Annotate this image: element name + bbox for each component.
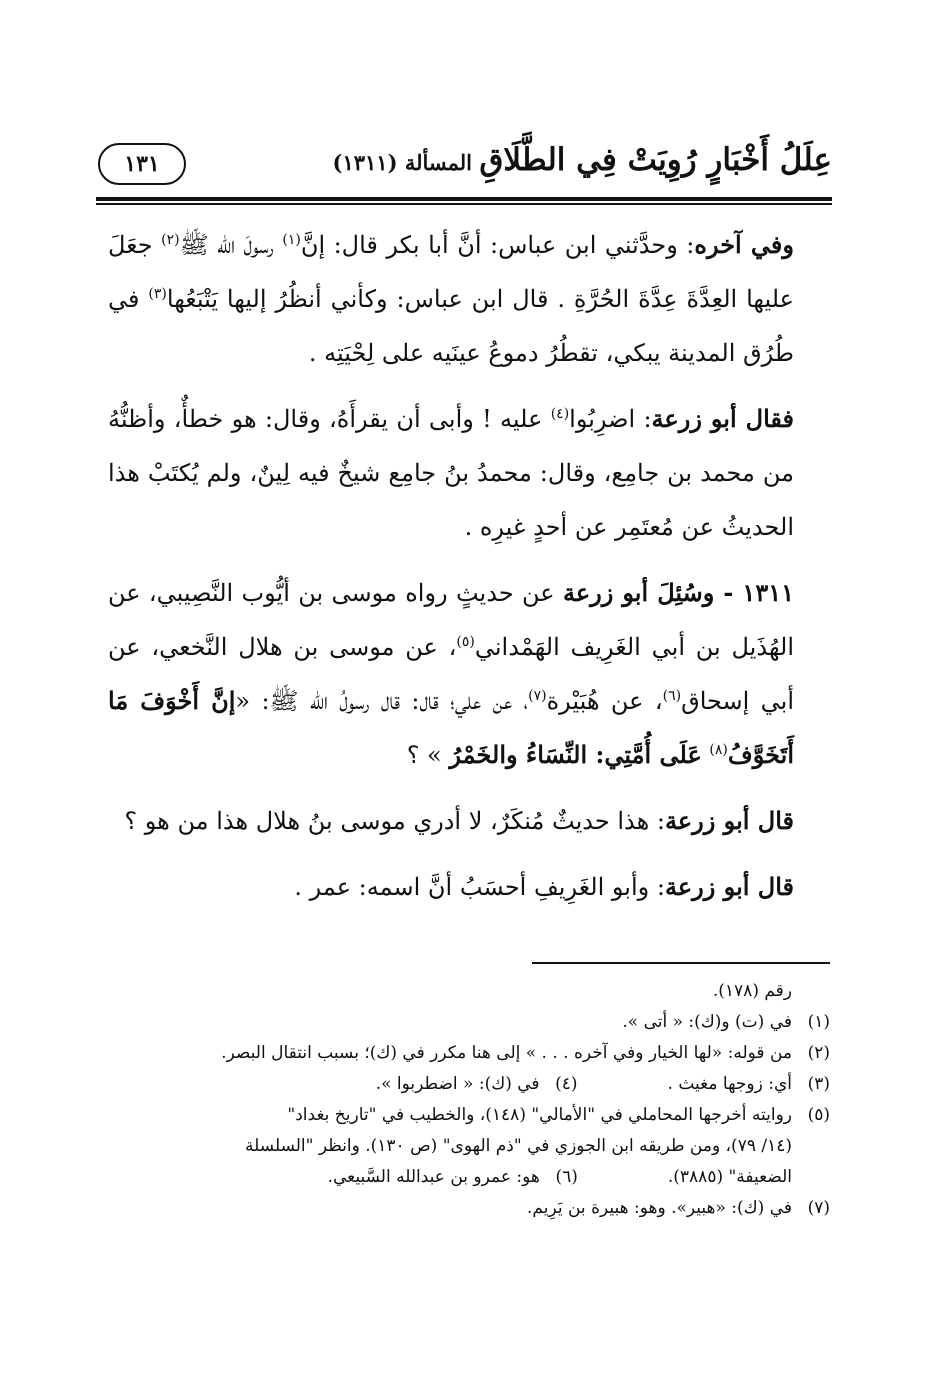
page-header [96, 140, 832, 196]
paragraph-text: ، عن علي؛ قال: قال رسولُ الله ﷺ: « [235, 687, 529, 715]
paragraph-1 [108, 218, 830, 380]
header-rule-thin [96, 203, 832, 205]
footnotes [108, 976, 830, 1224]
footnote-number: (٣) [807, 1074, 830, 1094]
footnote-3-4 [108, 1069, 830, 1100]
footnote-text: هو: عمرو بن عبدالله السَّبيعي. [327, 1167, 540, 1187]
book-title: عِلَلُ أَخْبَارٍ رُوِيَتْ فِي الطَّلَاقِ [479, 142, 832, 178]
footnote-5-continued: (١٤/ ٧٩)، ومن طريقه ابن الجوزي في "ذم الهوى" (ص ١٣٠). وانظر "السلسلة [245, 1136, 792, 1156]
footnote-ref[interactable]: (٥) [456, 634, 475, 650]
footnote-1 [108, 1007, 830, 1038]
footnote-text: من قوله: «لها الخيار وفي آخره . . . » إلى هنا مكرر في (ك)؛ بسبب انتقال البصر. [221, 1043, 792, 1063]
footnote-text: في (ك): « اضطربوا ». [375, 1074, 540, 1094]
paragraph-lead: فقال أبو زرعة [651, 404, 795, 433]
footnote-7 [108, 1193, 830, 1224]
paragraph-lead: وفي آخره [694, 230, 794, 259]
footnote-number: (٦) [555, 1167, 578, 1187]
paragraph-text: عن حديثٍ رواه موسى بن أيُّوب النَّصِيبي، عن الهُذَيل بن أبي الغَرِيف الهَمْداني [108, 579, 794, 661]
paragraph-2 [108, 392, 830, 554]
paragraph-lead: قال أبو زرعة [664, 806, 794, 835]
paragraph-text: : هذا حديثٌ مُنكَرٌ، لا أدري موسى بنُ هلال هذا من هو ؟ [124, 807, 665, 835]
paragraph-4 [108, 794, 830, 848]
hadith-quote: إنَّ أَخْوَفَ مَا أَتَخَوَّفُ [108, 686, 794, 769]
issue-label: المسألة (١٣١١) [332, 150, 472, 175]
footnote-number: (١) [807, 1012, 830, 1032]
footnote-ref[interactable]: (١) [282, 232, 301, 248]
footnote-ref[interactable]: (٣) [148, 286, 167, 302]
footnote-number: (٤) [555, 1074, 578, 1094]
footnote-ref[interactable]: (٧) [528, 688, 547, 704]
footnote-continuation: رقم (١٧٨). [712, 981, 792, 1001]
footnote-number: (٢) [807, 1043, 830, 1063]
paragraph-5 [108, 860, 830, 914]
main-text [108, 218, 830, 926]
footnote-number: (٧) [807, 1198, 830, 1218]
paragraph-lead: قال أبو زرعة [664, 872, 794, 901]
footnote-separator [532, 962, 830, 964]
paragraph-text: ، عن موسى بن هلال النَّخعي، عن أبي إسحاق [108, 633, 795, 715]
paragraph-text: رسولَ الله ﷺ [179, 231, 274, 259]
page-number: ١٣١ [98, 143, 186, 185]
footnote-text: أي: زوجها مغيث . [667, 1074, 792, 1094]
footnote-5-6 [108, 1162, 830, 1193]
paragraph-text: » ؟ [406, 741, 442, 769]
footnote-5 [108, 1100, 830, 1131]
paragraph-text: جعَلَ عليها العِدَّةَ عِدَّةَ الحُرَّةِ . قال ابن عباس: وكأني أنظُرُ إليها يَتْبَعُها [108, 231, 794, 313]
footnote-ref[interactable]: (٤) [550, 406, 570, 422]
paragraph-text: : وأبو الغَرِيفِ أحسَبُ أنَّ اسمه: عمر . [294, 873, 665, 901]
paragraph-text: : اضرِبُوا [569, 405, 652, 433]
footnote-text: الضعيفة" (٣٨٨٥). [667, 1167, 792, 1187]
footnote-ref[interactable]: (٨) [709, 742, 728, 758]
paragraph-text: : وحدَّثني ابن عباس: أنَّ أبا بكر قال: إنَّ [300, 231, 695, 259]
footnote-text: في (ت) و(ك): « أتى ». [622, 1012, 792, 1032]
footnote-ref[interactable]: (٢) [161, 232, 180, 248]
header-rule-thick [96, 197, 832, 201]
paragraph-text: ، عن هُبَيْرة [546, 687, 663, 715]
paragraph-3 [108, 566, 830, 782]
footnote-text: في (ك): «هبير». وهو: هبيرة بن يَرِيم. [527, 1198, 792, 1218]
footnote-2 [108, 1038, 830, 1069]
paragraph-text: في طُرُق المدينة يبكي، تقطُرُ دموعُ عينَيه على لِحْيَتِه . [108, 285, 794, 367]
footnote-text: روايته أخرجها المحاملي في "الأمالي" (١٤٨)، والخطيب في "تاريخ بغداد" [287, 1105, 792, 1125]
footnote-ref[interactable]: (٦) [662, 688, 682, 704]
hadith-quote: عَلَى أُمَّتِي: النِّسَاءُ والخَمْرُ [449, 740, 702, 769]
issue-heading: ١٣١١ - وسُئِلَ أبو زرعة [562, 578, 794, 607]
footnote-number: (٥) [807, 1105, 830, 1125]
paragraph-text: عليه ! وأبى أن يقرأَهُ، وقال: هو خطأٌ، وأظنُّهُ من محمد بن جامِع، وقال: محمدُ بنُ جامِع شيخٌ فيه لِينٌ، ولم يُكتَبْ هذا الحديثُ عن مُعتَمِر عن أحدٍ غيرِه . [108, 405, 794, 541]
